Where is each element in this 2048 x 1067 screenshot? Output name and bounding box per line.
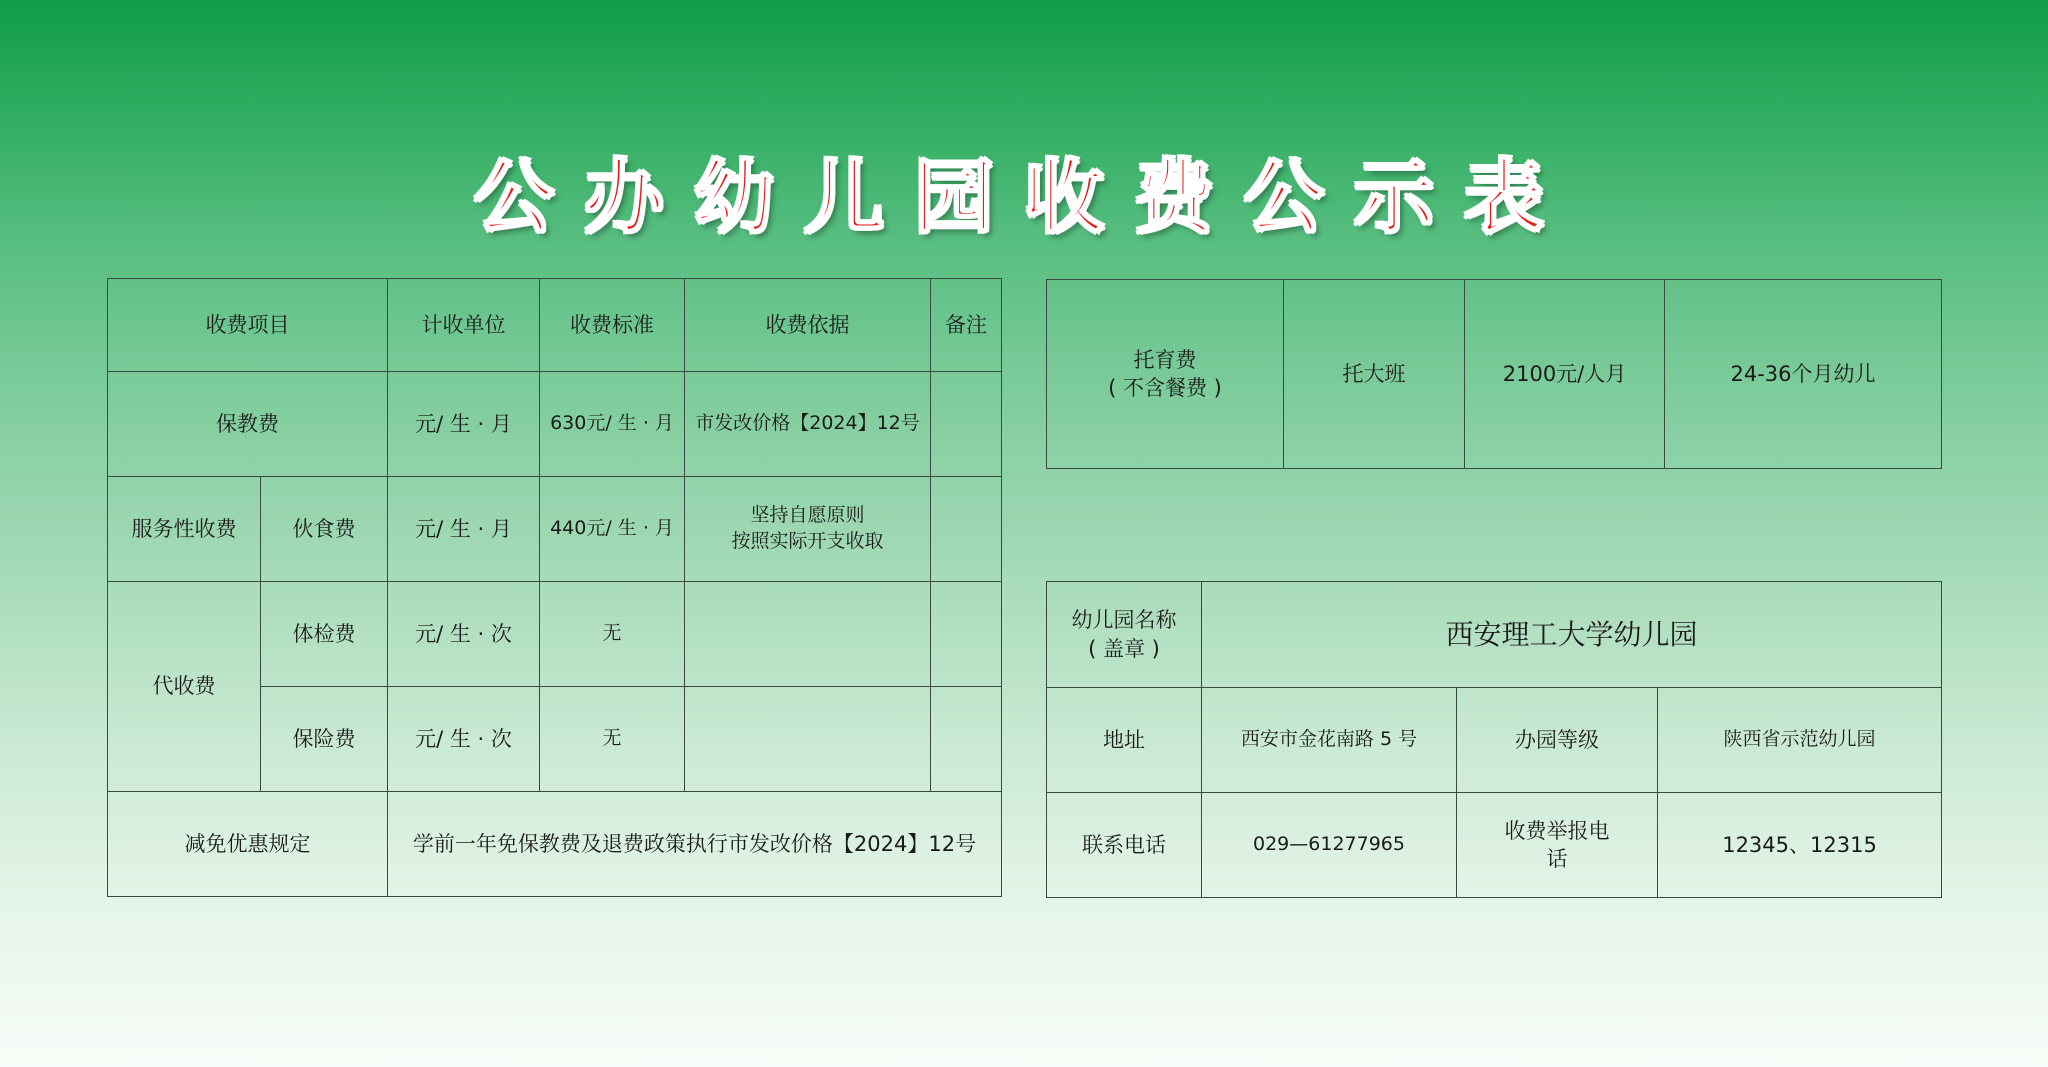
page-title: 公办幼儿园收费公示表 bbox=[474, 151, 1574, 244]
header-basis: 收费依据 bbox=[685, 279, 931, 372]
service-basis-line2: 按照实际开支收取 bbox=[731, 530, 884, 552]
fee-row-baojiao bbox=[108, 372, 1002, 477]
name-label bbox=[1047, 582, 1202, 688]
info-row-address bbox=[1047, 688, 1942, 793]
nursery-fee-line1: 托育费 bbox=[1133, 347, 1197, 372]
tijian-unit: 元/ 生 · 次 bbox=[388, 582, 540, 687]
baojiao-basis: 市发改价格【2024】12号 bbox=[685, 372, 931, 477]
fee-row-jianmian bbox=[108, 792, 1002, 897]
tijian-standard: 无 bbox=[540, 582, 685, 687]
jianmian-label: 减免优惠规定 bbox=[108, 792, 388, 897]
fee-row-tijian bbox=[108, 582, 1002, 687]
nursery-fee-table bbox=[1046, 279, 1942, 469]
level-value: 陕西省示范幼儿园 bbox=[1658, 688, 1942, 793]
header-standard: 收费标准 bbox=[540, 279, 685, 372]
service-basis-line1: 坚持自愿原则 bbox=[750, 504, 865, 527]
baoxian-basis bbox=[685, 687, 931, 792]
header-unit: 计收单位 bbox=[388, 279, 540, 372]
phone-value: 029—61277965 bbox=[1202, 793, 1457, 898]
baojiao-unit: 元/ 生 · 月 bbox=[388, 372, 540, 477]
tijian-note bbox=[931, 582, 1002, 687]
info-row-name bbox=[1047, 582, 1942, 688]
fee-row-service bbox=[108, 477, 1002, 582]
baoxian-note bbox=[931, 687, 1002, 792]
service-group: 服务性收费 bbox=[108, 477, 261, 582]
nursery-class: 托大班 bbox=[1284, 280, 1465, 469]
name-label-line2: ( 盖章 ) bbox=[1088, 636, 1160, 661]
address-label: 地址 bbox=[1047, 688, 1202, 793]
tijian-basis bbox=[685, 582, 931, 687]
baoxian-standard: 无 bbox=[540, 687, 685, 792]
kindergarten-info-table bbox=[1046, 581, 1942, 898]
nursery-age: 24-36个月幼儿 bbox=[1665, 280, 1942, 469]
header-note: 备注 bbox=[931, 279, 1002, 372]
baojiao-item: 保教费 bbox=[108, 372, 388, 477]
nursery-fee-label bbox=[1047, 280, 1284, 469]
report-phone: 12345、12315 bbox=[1658, 793, 1942, 898]
baoxian-unit: 元/ 生 · 次 bbox=[388, 687, 540, 792]
report-label bbox=[1457, 793, 1658, 898]
address-value: 西安市金花南路 5 号 bbox=[1202, 688, 1457, 793]
fee-table bbox=[107, 278, 1002, 897]
service-note bbox=[931, 477, 1002, 582]
nursery-price: 2100元/人月 bbox=[1465, 280, 1665, 469]
service-basis bbox=[685, 477, 931, 582]
info-row-phone bbox=[1047, 793, 1942, 898]
report-label-line1: 收费举报电 bbox=[1504, 818, 1610, 843]
kindergarten-name: 西安理工大学幼儿园 bbox=[1202, 582, 1942, 688]
jianmian-content: 学前一年免保教费及退费政策执行市发改价格【2024】12号 bbox=[388, 792, 1002, 897]
nursery-fee-line2: ( 不含餐费 ) bbox=[1108, 376, 1222, 400]
baojiao-standard: 630元/ 生 · 月 bbox=[540, 372, 685, 477]
baojiao-note bbox=[931, 372, 1002, 477]
header-item: 收费项目 bbox=[108, 279, 388, 372]
phone-label: 联系电话 bbox=[1047, 793, 1202, 898]
tijian-item: 体检费 bbox=[261, 582, 388, 687]
report-label-line2: 话 bbox=[1546, 847, 1568, 871]
service-unit: 元/ 生 · 月 bbox=[388, 477, 540, 582]
service-item: 伙食费 bbox=[261, 477, 388, 582]
collect-group: 代收费 bbox=[108, 582, 261, 792]
level-label: 办园等级 bbox=[1457, 688, 1658, 793]
service-standard: 440元/ 生 · 月 bbox=[540, 477, 685, 582]
baoxian-item: 保险费 bbox=[261, 687, 388, 792]
name-label-line1: 幼儿园名称 bbox=[1071, 608, 1177, 633]
fee-header-row bbox=[108, 279, 1002, 372]
nursery-row bbox=[1047, 280, 1942, 469]
